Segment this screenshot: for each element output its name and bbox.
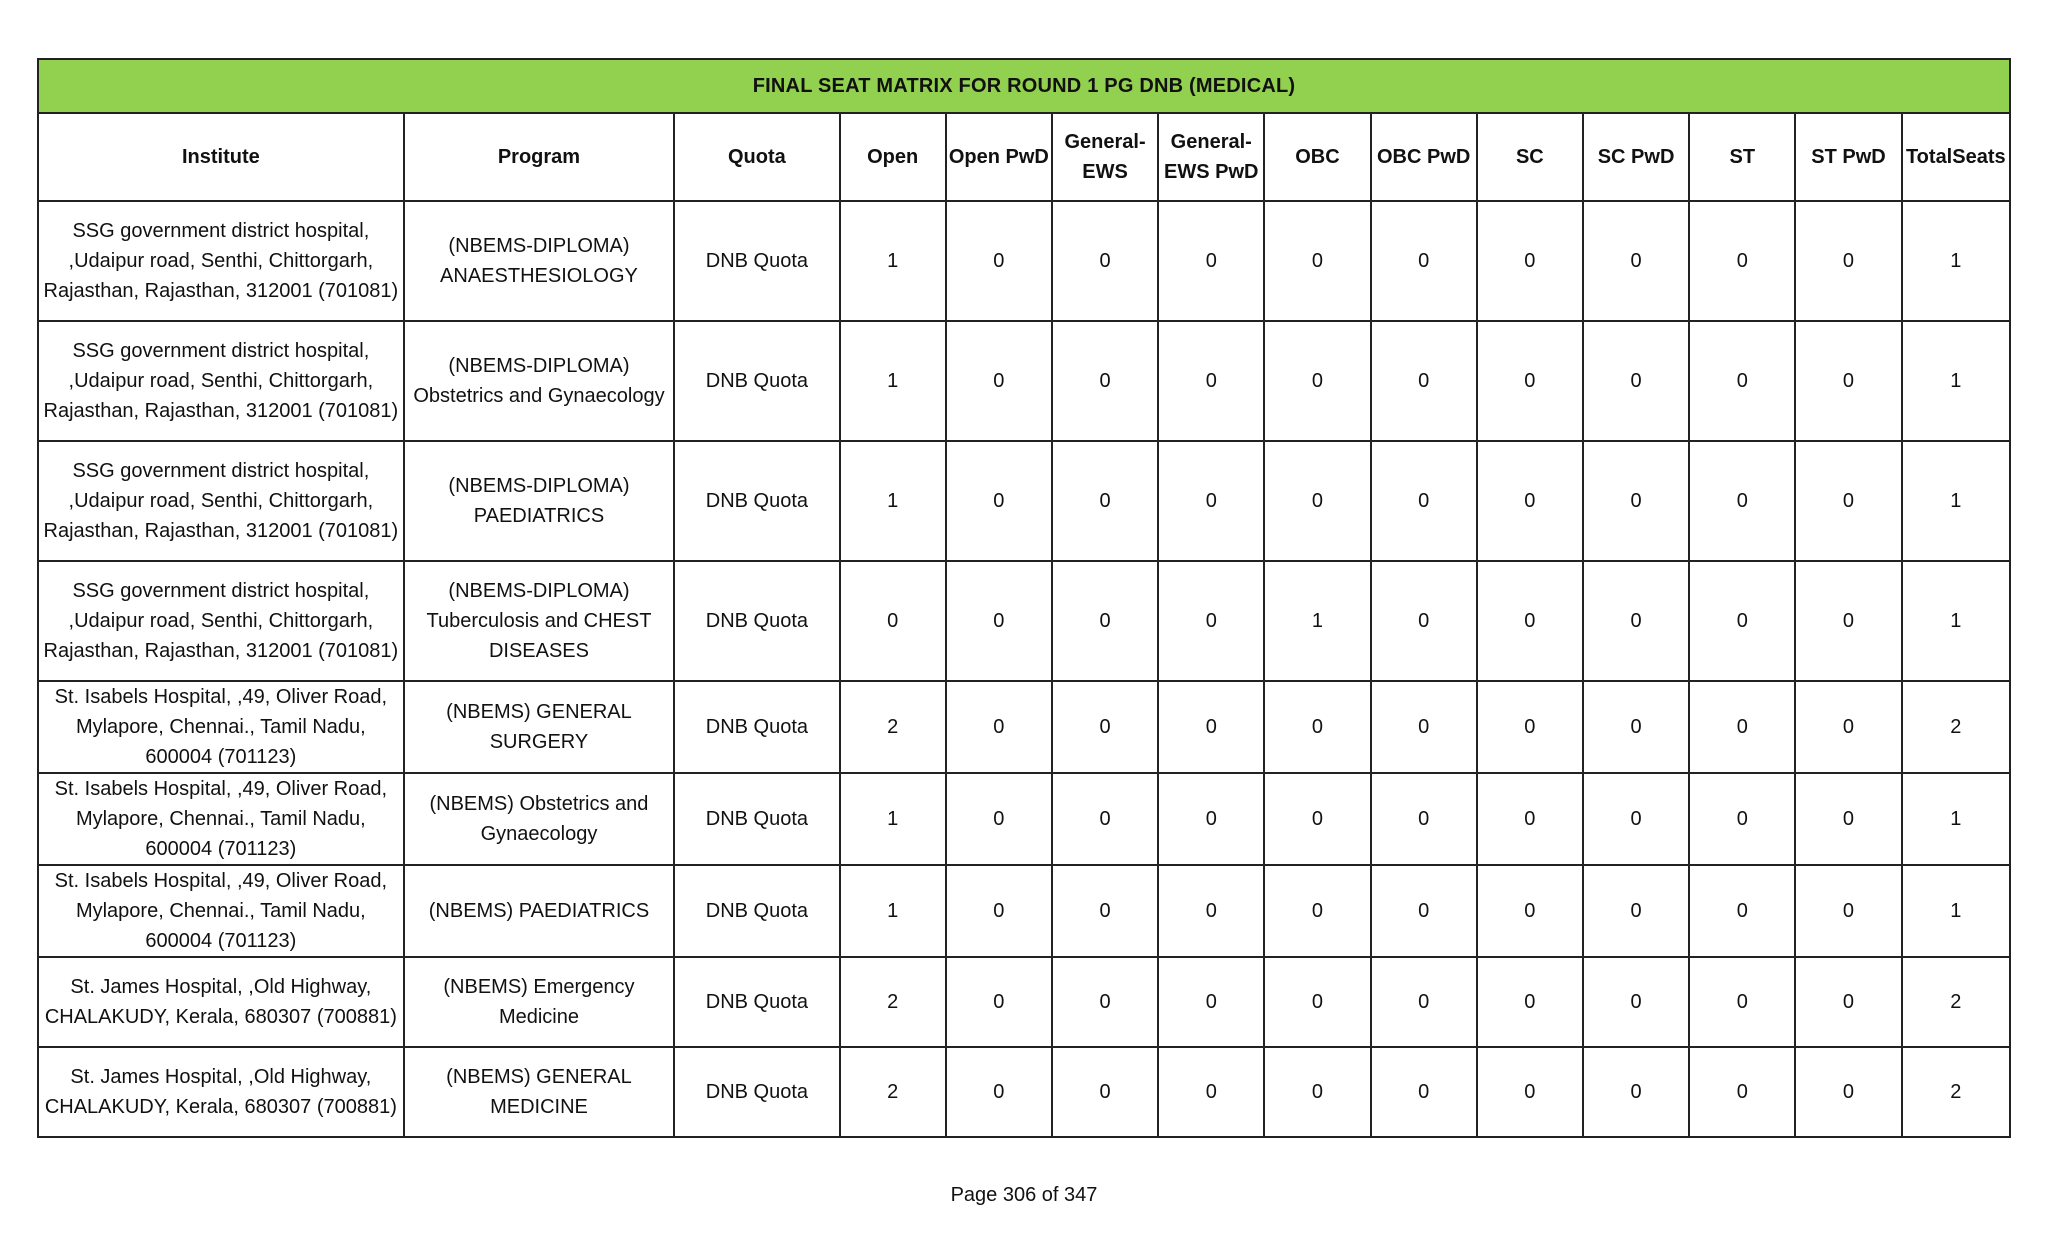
quota-cell: DNB Quota bbox=[674, 773, 839, 865]
seat-cell-open: 1 bbox=[840, 865, 946, 957]
seat-cell-st-pwd: 0 bbox=[1795, 957, 1901, 1047]
seat-cell-general-ews: 0 bbox=[1052, 773, 1158, 865]
seat-cell-obc: 0 bbox=[1264, 201, 1370, 321]
program-cell: (NBEMS-DIPLOMA) ANAESTHESIOLOGY bbox=[404, 201, 675, 321]
program-cell: (NBEMS) PAEDIATRICS bbox=[404, 865, 675, 957]
seat-cell-sc: 0 bbox=[1477, 1047, 1583, 1137]
column-header-row bbox=[38, 113, 2010, 201]
column-header-institute: Institute bbox=[38, 113, 404, 201]
seat-cell-st: 0 bbox=[1689, 1047, 1795, 1137]
column-header-obc: OBC bbox=[1264, 113, 1370, 201]
program-cell: (NBEMS) GENERAL MEDICINE bbox=[404, 1047, 675, 1137]
institute-cell: St. Isabels Hospital, ,49, Oliver Road, Mylapore, Chennai., Tamil Nadu, 600004 (701123) bbox=[38, 865, 404, 957]
seat-cell-obc-pwd: 0 bbox=[1371, 1047, 1477, 1137]
seat-cell-total-seats: 1 bbox=[1902, 201, 2010, 321]
seat-cell-general-ews-pwd: 0 bbox=[1158, 681, 1264, 773]
seat-cell-open-pwd: 0 bbox=[946, 321, 1052, 441]
seat-cell-general-ews: 0 bbox=[1052, 681, 1158, 773]
seat-cell-general-ews: 0 bbox=[1052, 201, 1158, 321]
seat-cell-obc-pwd: 0 bbox=[1371, 957, 1477, 1047]
seat-cell-sc: 0 bbox=[1477, 561, 1583, 681]
seat-cell-st-pwd: 0 bbox=[1795, 773, 1901, 865]
quota-cell: DNB Quota bbox=[674, 441, 839, 561]
seat-cell-st: 0 bbox=[1689, 865, 1795, 957]
seat-matrix-sheet bbox=[37, 58, 2011, 1138]
seat-cell-obc: 0 bbox=[1264, 321, 1370, 441]
seat-cell-sc: 0 bbox=[1477, 957, 1583, 1047]
seat-cell-open: 2 bbox=[840, 681, 946, 773]
seat-cell-open: 2 bbox=[840, 957, 946, 1047]
seat-cell-sc-pwd: 0 bbox=[1583, 561, 1689, 681]
quota-cell: DNB Quota bbox=[674, 561, 839, 681]
seat-cell-st: 0 bbox=[1689, 773, 1795, 865]
seat-cell-obc: 0 bbox=[1264, 441, 1370, 561]
table-row bbox=[38, 321, 2010, 441]
table-row bbox=[38, 441, 2010, 561]
seat-cell-sc-pwd: 0 bbox=[1583, 1047, 1689, 1137]
seat-cell-obc: 1 bbox=[1264, 561, 1370, 681]
seat-cell-sc: 0 bbox=[1477, 201, 1583, 321]
quota-cell: DNB Quota bbox=[674, 957, 839, 1047]
seat-cell-general-ews-pwd: 0 bbox=[1158, 957, 1264, 1047]
seat-cell-obc: 0 bbox=[1264, 957, 1370, 1047]
column-header-total-seats: TotalSeats bbox=[1902, 113, 2010, 201]
column-header-program: Program bbox=[404, 113, 675, 201]
seat-cell-general-ews-pwd: 0 bbox=[1158, 201, 1264, 321]
seat-matrix-body bbox=[38, 201, 2010, 1137]
seat-cell-open-pwd: 0 bbox=[946, 201, 1052, 321]
column-header-st-pwd: ST PwD bbox=[1795, 113, 1901, 201]
institute-cell: St. Isabels Hospital, ,49, Oliver Road, Mylapore, Chennai., Tamil Nadu, 600004 (701123) bbox=[38, 773, 404, 865]
column-header-open-pwd: Open PwD bbox=[946, 113, 1052, 201]
quota-cell: DNB Quota bbox=[674, 321, 839, 441]
seat-cell-open-pwd: 0 bbox=[946, 1047, 1052, 1137]
column-header-sc: SC bbox=[1477, 113, 1583, 201]
seat-cell-obc: 0 bbox=[1264, 773, 1370, 865]
table-row bbox=[38, 1047, 2010, 1137]
seat-cell-st-pwd: 0 bbox=[1795, 1047, 1901, 1137]
seat-cell-obc-pwd: 0 bbox=[1371, 201, 1477, 321]
program-cell: (NBEMS-DIPLOMA) Obstetrics and Gynaecology bbox=[404, 321, 675, 441]
table-row bbox=[38, 773, 2010, 865]
seat-cell-total-seats: 1 bbox=[1902, 321, 2010, 441]
seat-cell-total-seats: 2 bbox=[1902, 681, 2010, 773]
seat-cell-st-pwd: 0 bbox=[1795, 865, 1901, 957]
column-header-quota: Quota bbox=[674, 113, 839, 201]
seat-cell-st: 0 bbox=[1689, 561, 1795, 681]
program-cell: (NBEMS) Obstetrics and Gynaecology bbox=[404, 773, 675, 865]
seat-cell-open: 1 bbox=[840, 201, 946, 321]
institute-cell: St. Isabels Hospital, ,49, Oliver Road, Mylapore, Chennai., Tamil Nadu, 600004 (701123) bbox=[38, 681, 404, 773]
seat-cell-total-seats: 1 bbox=[1902, 865, 2010, 957]
seat-cell-sc-pwd: 0 bbox=[1583, 773, 1689, 865]
seat-cell-sc-pwd: 0 bbox=[1583, 321, 1689, 441]
seat-cell-obc-pwd: 0 bbox=[1371, 681, 1477, 773]
program-cell: (NBEMS-DIPLOMA) Tuberculosis and CHEST DISEASES bbox=[404, 561, 675, 681]
seat-cell-obc: 0 bbox=[1264, 865, 1370, 957]
seat-cell-st: 0 bbox=[1689, 321, 1795, 441]
column-header-st: ST bbox=[1689, 113, 1795, 201]
seat-cell-sc-pwd: 0 bbox=[1583, 865, 1689, 957]
seat-cell-st: 0 bbox=[1689, 681, 1795, 773]
quota-cell: DNB Quota bbox=[674, 201, 839, 321]
seat-cell-total-seats: 1 bbox=[1902, 773, 2010, 865]
seat-cell-open: 1 bbox=[840, 441, 946, 561]
program-cell: (NBEMS) Emergency Medicine bbox=[404, 957, 675, 1047]
seat-cell-st: 0 bbox=[1689, 441, 1795, 561]
seat-cell-st-pwd: 0 bbox=[1795, 321, 1901, 441]
seat-cell-sc-pwd: 0 bbox=[1583, 957, 1689, 1047]
table-row bbox=[38, 957, 2010, 1047]
column-header-general-ews-pwd: General-EWS PwD bbox=[1158, 113, 1264, 201]
seat-cell-st-pwd: 0 bbox=[1795, 561, 1901, 681]
quota-cell: DNB Quota bbox=[674, 1047, 839, 1137]
institute-cell: SSG government district hospital, ,Udaipur road, Senthi, Chittorgarh, Rajasthan, Rajasthan, 312001 (701081) bbox=[38, 321, 404, 441]
seat-cell-obc-pwd: 0 bbox=[1371, 561, 1477, 681]
table-row bbox=[38, 681, 2010, 773]
seat-cell-general-ews: 0 bbox=[1052, 957, 1158, 1047]
seat-cell-sc-pwd: 0 bbox=[1583, 441, 1689, 561]
seat-cell-general-ews-pwd: 0 bbox=[1158, 773, 1264, 865]
seat-cell-open-pwd: 0 bbox=[946, 681, 1052, 773]
seat-cell-general-ews-pwd: 0 bbox=[1158, 441, 1264, 561]
seat-cell-open-pwd: 0 bbox=[946, 957, 1052, 1047]
seat-cell-total-seats: 1 bbox=[1902, 441, 2010, 561]
column-header-general-ews: General-EWS bbox=[1052, 113, 1158, 201]
seat-cell-open-pwd: 0 bbox=[946, 561, 1052, 681]
seat-cell-total-seats: 2 bbox=[1902, 957, 2010, 1047]
seat-cell-st-pwd: 0 bbox=[1795, 681, 1901, 773]
column-header-sc-pwd: SC PwD bbox=[1583, 113, 1689, 201]
table-row bbox=[38, 865, 2010, 957]
seat-cell-obc: 0 bbox=[1264, 1047, 1370, 1137]
quota-cell: DNB Quota bbox=[674, 681, 839, 773]
seat-cell-general-ews-pwd: 0 bbox=[1158, 865, 1264, 957]
seat-cell-general-ews: 0 bbox=[1052, 1047, 1158, 1137]
seat-cell-general-ews: 0 bbox=[1052, 321, 1158, 441]
seat-cell-open-pwd: 0 bbox=[946, 865, 1052, 957]
seat-cell-sc: 0 bbox=[1477, 865, 1583, 957]
seat-cell-general-ews: 0 bbox=[1052, 561, 1158, 681]
institute-cell: SSG government district hospital, ,Udaipur road, Senthi, Chittorgarh, Rajasthan, Rajasthan, 312001 (701081) bbox=[38, 201, 404, 321]
institute-cell: SSG government district hospital, ,Udaipur road, Senthi, Chittorgarh, Rajasthan, Rajasthan, 312001 (701081) bbox=[38, 441, 404, 561]
seat-cell-obc-pwd: 0 bbox=[1371, 441, 1477, 561]
institute-cell: St. James Hospital, ,Old Highway, CHALAKUDY, Kerala, 680307 (700881) bbox=[38, 957, 404, 1047]
table-row bbox=[38, 561, 2010, 681]
seat-cell-general-ews: 0 bbox=[1052, 865, 1158, 957]
seat-cell-total-seats: 2 bbox=[1902, 1047, 2010, 1137]
seat-cell-open: 1 bbox=[840, 773, 946, 865]
institute-cell: SSG government district hospital, ,Udaipur road, Senthi, Chittorgarh, Rajasthan, Rajasthan, 312001 (701081) bbox=[38, 561, 404, 681]
seat-cell-st: 0 bbox=[1689, 201, 1795, 321]
seat-cell-open: 0 bbox=[840, 561, 946, 681]
seat-cell-general-ews-pwd: 0 bbox=[1158, 561, 1264, 681]
seat-cell-obc-pwd: 0 bbox=[1371, 321, 1477, 441]
quota-cell: DNB Quota bbox=[674, 865, 839, 957]
seat-cell-total-seats: 1 bbox=[1902, 561, 2010, 681]
seat-cell-st: 0 bbox=[1689, 957, 1795, 1047]
seat-cell-open: 2 bbox=[840, 1047, 946, 1137]
seat-cell-obc-pwd: 0 bbox=[1371, 865, 1477, 957]
seat-cell-general-ews-pwd: 0 bbox=[1158, 321, 1264, 441]
seat-cell-sc-pwd: 0 bbox=[1583, 201, 1689, 321]
seat-cell-open-pwd: 0 bbox=[946, 441, 1052, 561]
seat-cell-open: 1 bbox=[840, 321, 946, 441]
seat-cell-sc: 0 bbox=[1477, 441, 1583, 561]
seat-cell-sc: 0 bbox=[1477, 321, 1583, 441]
page-number: Page 306 of 347 bbox=[950, 1184, 1098, 1206]
seat-cell-st-pwd: 0 bbox=[1795, 441, 1901, 561]
seat-cell-sc: 0 bbox=[1477, 681, 1583, 773]
seat-cell-open-pwd: 0 bbox=[946, 773, 1052, 865]
seat-cell-general-ews-pwd: 0 bbox=[1158, 1047, 1264, 1137]
seat-cell-obc: 0 bbox=[1264, 681, 1370, 773]
seat-cell-st-pwd: 0 bbox=[1795, 201, 1901, 321]
seat-cell-sc-pwd: 0 bbox=[1583, 681, 1689, 773]
institute-cell: St. James Hospital, ,Old Highway, CHALAKUDY, Kerala, 680307 (700881) bbox=[38, 1047, 404, 1137]
table-row bbox=[38, 201, 2010, 321]
program-cell: (NBEMS-DIPLOMA) PAEDIATRICS bbox=[404, 441, 675, 561]
seat-cell-general-ews: 0 bbox=[1052, 441, 1158, 561]
seat-cell-obc-pwd: 0 bbox=[1371, 773, 1477, 865]
program-cell: (NBEMS) GENERAL SURGERY bbox=[404, 681, 675, 773]
page-title: FINAL SEAT MATRIX FOR ROUND 1 PG DNB (MEDICAL) bbox=[38, 59, 2010, 113]
column-header-obc-pwd: OBC PwD bbox=[1371, 113, 1477, 201]
column-header-open: Open bbox=[840, 113, 946, 201]
seat-matrix-table bbox=[37, 58, 2011, 1138]
seat-cell-sc: 0 bbox=[1477, 773, 1583, 865]
